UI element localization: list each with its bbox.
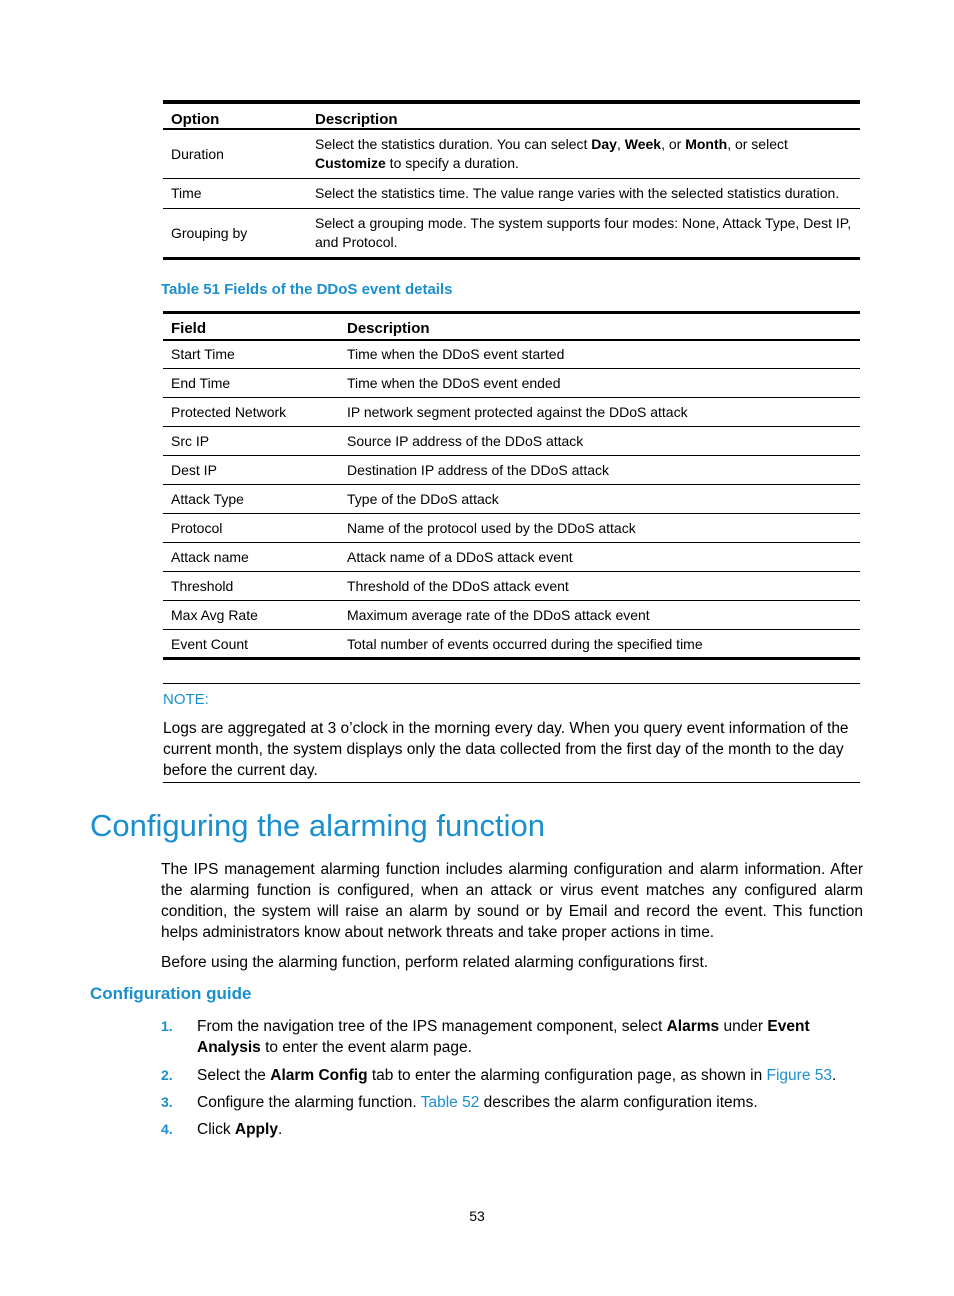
field-cell: Protocol — [171, 520, 223, 536]
table-header-row — [163, 102, 860, 129]
description-cell: Time when the DDoS event ended — [347, 375, 561, 391]
text-run: . — [277, 1121, 283, 1138]
table-row — [163, 369, 860, 398]
page-number: 53 — [469, 1208, 485, 1224]
table-row — [163, 179, 860, 209]
field-cell: End Time — [171, 375, 231, 391]
description-cell: Name of the protocol used by the DDoS attack — [347, 520, 636, 536]
intro-paragraph: The IPS management alarming function includes alarming configuration and alarm information. After the alarming function is configured, when an attack or virus event matches any configured alarm condition, the system will raise an alarm by sound or by Email and record the event. This function helps administrators know about network threats and take proper actions in time. — [161, 861, 863, 941]
step-number: 4. — [161, 1121, 173, 1137]
field-cell: Src IP — [171, 433, 210, 449]
description-cell: Destination IP address of the DDoS attack — [347, 462, 609, 478]
table-row — [163, 340, 860, 369]
text-run: , or select — [727, 136, 788, 152]
table-row — [163, 209, 860, 259]
description-cell: Type of the DDoS attack — [347, 491, 499, 507]
column-header-description: Description — [347, 319, 430, 337]
table-row — [163, 427, 860, 456]
description-cell: Time when the DDoS event started — [347, 346, 565, 363]
description-cell: Source IP address of the DDoS attack — [347, 433, 584, 449]
text-run: Click — [197, 1121, 235, 1138]
field-cell: Event Count — [171, 635, 249, 652]
option-cell: Time — [171, 185, 202, 201]
fields-table — [163, 311, 860, 660]
text-run: describes the alarm configuration items. — [479, 1094, 758, 1111]
table-row — [163, 398, 860, 427]
table-row — [163, 514, 860, 543]
step-text — [197, 1092, 863, 1113]
cross-reference-link[interactable]: Table 52 — [420, 1094, 480, 1111]
table-header-row — [163, 313, 860, 340]
text-run: to enter the event alarm page. — [260, 1039, 472, 1056]
table-row — [163, 601, 860, 630]
field-cell: Start Time — [171, 346, 235, 363]
bold-term: Event Analysis — [197, 1018, 810, 1056]
subsection-title: Configuration guide — [90, 984, 252, 1003]
section-title: Configuring the alarming function — [90, 808, 545, 843]
step-number: 3. — [161, 1094, 173, 1110]
table-row — [163, 485, 860, 514]
bold-term: Alarms — [666, 1018, 720, 1035]
table-row — [163, 630, 860, 659]
text-run: to specify a duration. — [385, 155, 519, 171]
field-cell: Threshold — [171, 578, 234, 594]
step-number: 2. — [161, 1067, 173, 1083]
text-run: . — [832, 1067, 837, 1084]
table-caption: Table 51 Fields of the DDoS event details — [161, 281, 453, 298]
text-run: Select the statistics duration. You can select — [315, 136, 592, 152]
option-cell: Duration — [171, 145, 224, 162]
step-text — [197, 1016, 863, 1058]
column-header-option: Option — [171, 110, 220, 128]
text-run: Configure the alarming function. — [197, 1094, 421, 1111]
text-run: Select the statistics time. The value range varies with the selected statistics duration. — [315, 185, 840, 201]
column-header-field: Field — [171, 319, 207, 337]
bold-term: Day — [591, 136, 617, 152]
description-cell — [307, 209, 860, 259]
field-cell: Attack Type — [171, 491, 244, 507]
field-cell: Dest IP — [171, 462, 217, 478]
table-row — [163, 543, 860, 572]
text-run: Select a grouping mode. The system supports four modes: None, Attack Type, Dest IP, and Protocol. — [315, 215, 852, 250]
description-cell: Total number of events occurred during the specified time — [347, 635, 703, 652]
fields-table-body — [163, 340, 860, 659]
bold-term: Month — [685, 136, 728, 152]
field-cell: Max Avg Rate — [171, 607, 258, 623]
note-text: Logs are aggregated at 3 o’clock in the morning every day. When you query event information of the current month, the system displays only the data collected from the first day of the month to the day before the current day. — [163, 720, 849, 779]
field-cell: Attack name — [171, 549, 249, 565]
text-run: , — [616, 136, 625, 152]
text-run: Select the — [197, 1067, 271, 1084]
cross-reference-link[interactable]: Figure 53 — [766, 1067, 832, 1084]
text-run: From the navigation tree of the IPS management component, select — [197, 1018, 667, 1035]
step-text — [197, 1119, 863, 1140]
description-cell — [307, 179, 860, 209]
prerequisite-paragraph: Before using the alarming function, perform related alarming configurations first. — [161, 954, 709, 971]
table-row — [163, 572, 860, 601]
note-label: NOTE: — [163, 691, 209, 708]
step-number: 1. — [161, 1018, 173, 1034]
options-table — [163, 100, 860, 260]
bold-term: Customize — [315, 155, 386, 171]
bold-term: Alarm Config — [270, 1067, 368, 1084]
description-cell: Maximum average rate of the DDoS attack event — [347, 607, 650, 623]
option-cell: Grouping by — [171, 224, 248, 241]
bold-term: Apply — [234, 1121, 278, 1138]
field-cell: Protected Network — [171, 404, 287, 420]
text-run: tab to enter the alarming configuration page, as shown in — [367, 1067, 767, 1084]
column-header-description: Description — [315, 110, 398, 128]
step-text — [197, 1065, 863, 1086]
table-row — [163, 129, 860, 179]
text-run: under — [719, 1018, 768, 1035]
description-cell: Threshold of the DDoS attack event — [347, 578, 569, 594]
description-cell: Attack name of a DDoS attack event — [347, 549, 573, 565]
text-run: , or — [661, 136, 686, 152]
bold-term: Week — [624, 136, 662, 152]
table-row — [163, 456, 860, 485]
description-cell — [307, 129, 860, 179]
description-cell: IP network segment protected against the DDoS attack — [347, 404, 688, 420]
note-box — [163, 683, 860, 783]
